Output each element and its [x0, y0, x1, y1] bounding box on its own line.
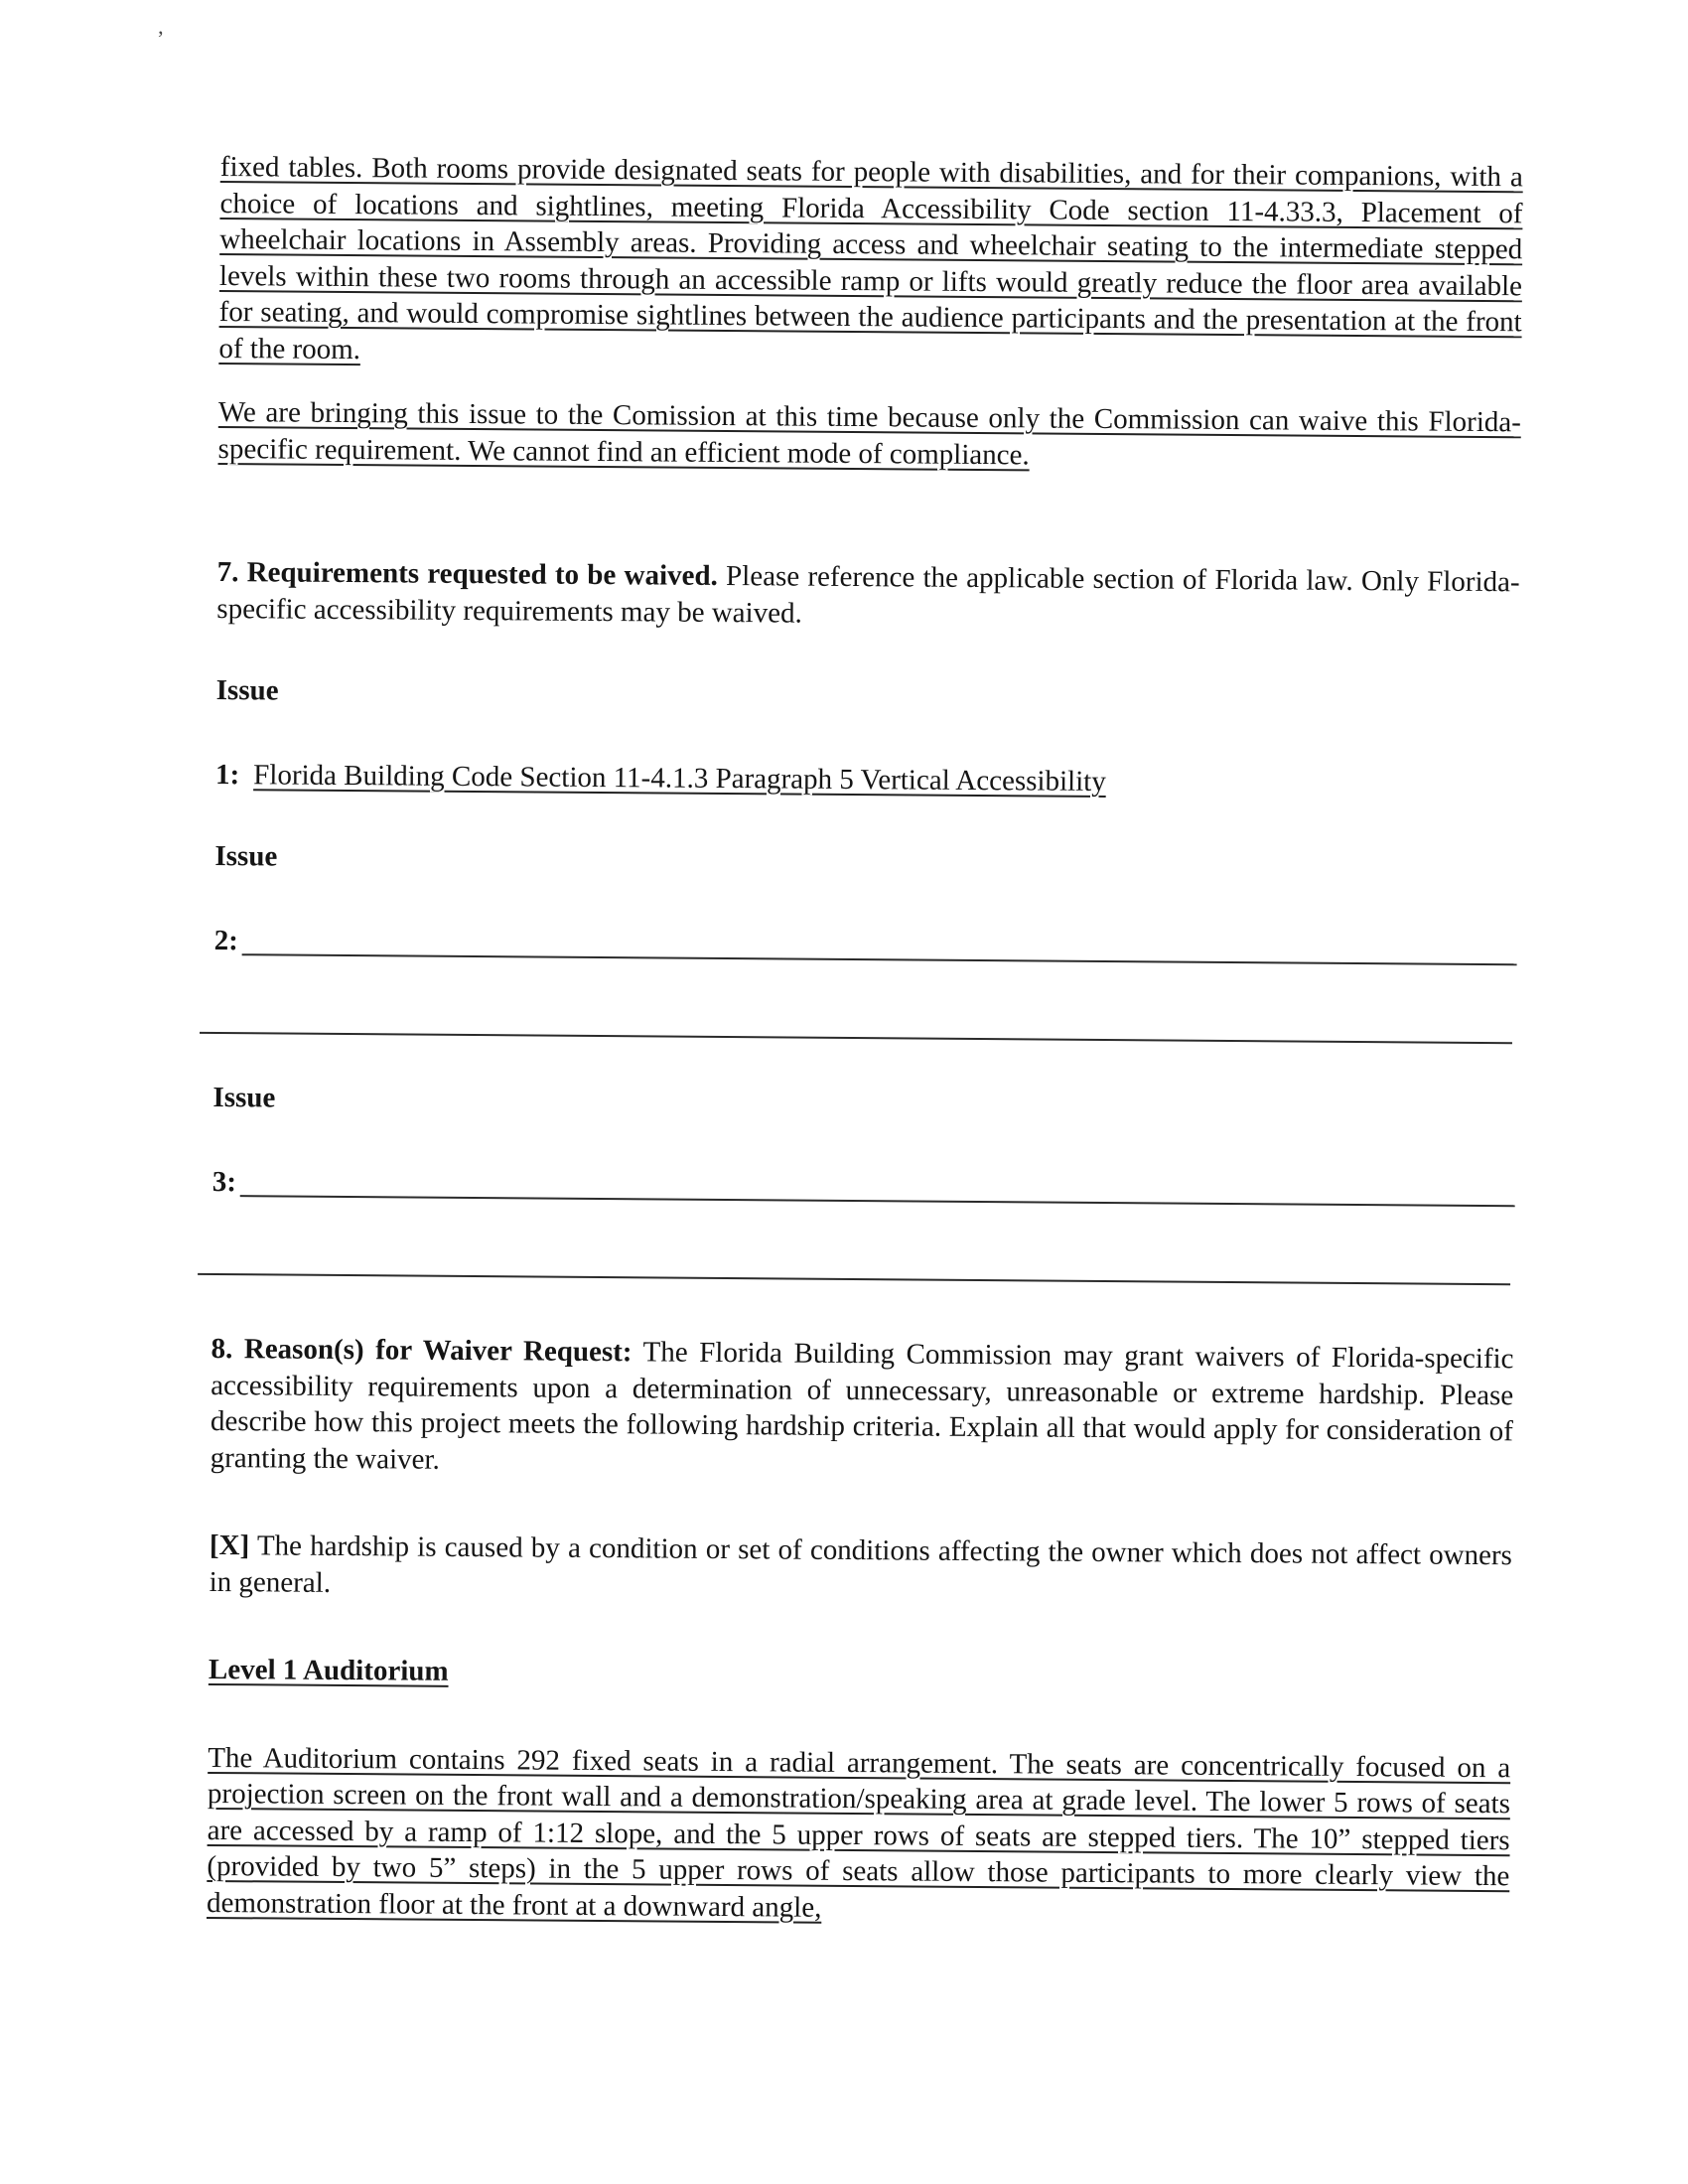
issue-label-3: Issue: [212, 1081, 276, 1114]
section8-heading: 8. Reason(s) for Waiver Request:: [211, 1332, 633, 1369]
issue3-second-blank-line: [198, 1273, 1510, 1285]
issue3-blank-field: [240, 1166, 1515, 1207]
commission-note-paragraph: We are bringing this issue to the Comission at this time because only the Commission can waive this Florida-specific requirement. We cannot find an efficient mode of compliance.: [217, 395, 1522, 471]
continuation-paragraph: fixed tables. Both rooms provide designated seats for people with disabilities, and for their companions, with a choice of locations and sightlines, meeting Florida Accessibility Code section 11-4.33.3, Placement of wheelchair locations in Assembly areas. Providing access and wheelchair seating to the intermediate stepped levels within these two rooms through an accessible ramp or lifts would greatly reduce the floor area available for seating, and would compromise sightlines between the audience participants and the presentation at the front of the room.: [218, 150, 1523, 365]
issue1-value: Florida Building Code Section 11-4.1.3 Paragraph 5 Vertical Accessibility: [253, 758, 1106, 798]
auditorium-description-paragraph: The Auditorium contains 292 fixed seats in a radial arrangement. The seats are concentrically focused on a projection screen on the front wall and a demonstration/speaking area at grade level. The lower 5 rows of seats are accessed by a ramp of 1:12 slope, and the 5 upper rows of seats are stepped tiers. The 10” stepped tiers (provided by two 5” steps) in the 5 upper rows of seats allow those participants to more clearly view the demonstration floor at the front at a downward angle,: [207, 1741, 1511, 1924]
scan-artifact-mark: ’: [157, 26, 165, 51]
section7-paragraph: [216, 554, 1520, 637]
level1-auditorium-heading: Level 1 Auditorium: [208, 1653, 449, 1687]
issue3-row: [212, 1163, 1515, 1210]
issue2-number: 2:: [213, 924, 239, 956]
issue2-blank-field: [242, 925, 1517, 965]
issue-label-1: Issue: [215, 673, 279, 707]
section8-instructions: The Florida Building Commission may grant waivers of Florida-specific accessibility requirements upon a determination of unnecessary, unreasonable or extreme hardship. Please describe how this project meets the following hardship criteria. Explain all that would apply for consideration of granting the waiver.: [210, 1336, 1514, 1476]
section7-heading: 7. Requirements requested to be waived.: [216, 555, 718, 592]
section8-paragraph: [211, 1331, 1514, 1486]
issue2-row: [214, 922, 1517, 968]
issue1-row: [215, 756, 1518, 802]
issue2-second-blank-line: [200, 1032, 1512, 1044]
issue3-number: 3:: [211, 1165, 237, 1198]
document-content: [207, 149, 1523, 1931]
checkbox-x-mark: [X]: [209, 1529, 250, 1562]
issue1-number: 1:: [214, 758, 240, 791]
section7-instructions: Please reference the applicable section of Florida law. Only Florida-specific accessibility requirements may be waived.: [216, 560, 1520, 630]
hardship-criterion-text: The hardship is caused by a condition or set of conditions affecting the owner which does not affect owners in general.: [209, 1529, 1513, 1599]
hardship-checkbox-line: [210, 1528, 1513, 1610]
issue-label-2: Issue: [214, 839, 278, 873]
